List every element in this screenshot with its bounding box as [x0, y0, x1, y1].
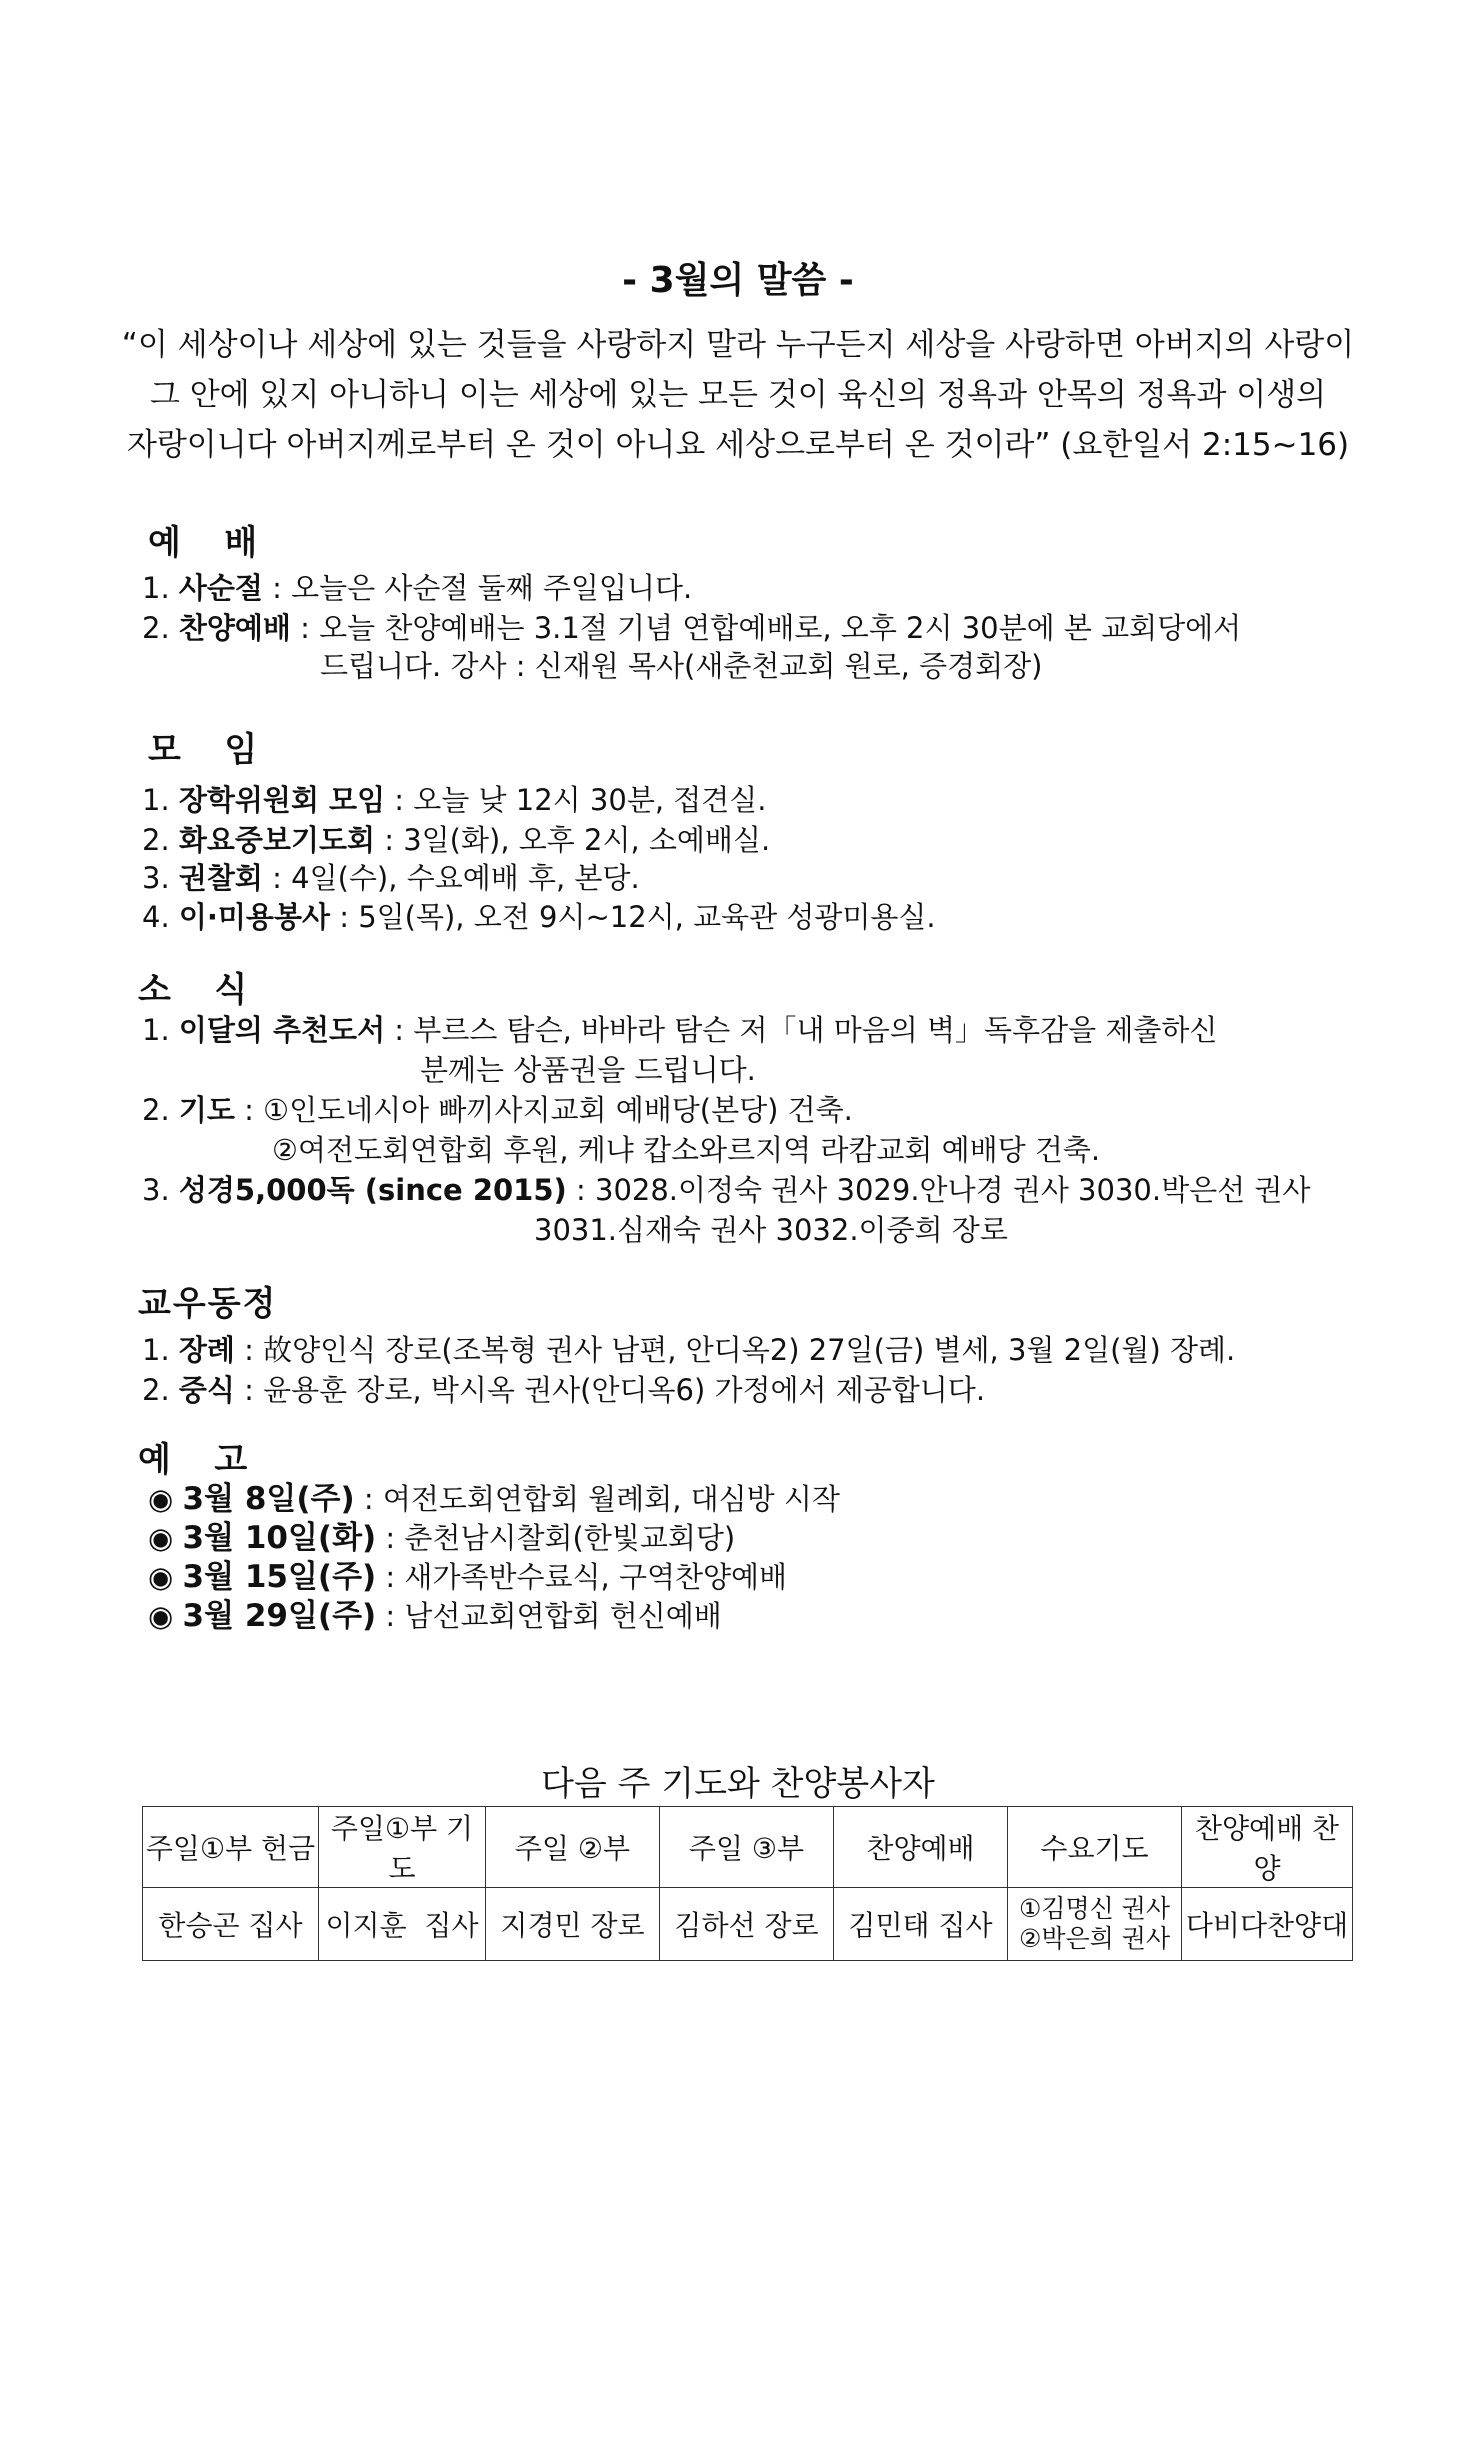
verse-line-2: 그 안에 있지 아니하니 이는 세상에 있는 모든 것이 육신의 정욕과 안목의 정욕과 이생의 — [149, 377, 1327, 413]
notice-item-4 — [148, 1590, 722, 1635]
table-header-cell: 주일①부 헌금 — [143, 1807, 319, 1888]
item-number: 2. — [142, 611, 170, 645]
meeting-item-3 — [142, 856, 640, 897]
verse-line-1: “이 세상이나 세상에 있는 것들을 사랑하지 말라 누구든지 세상을 사랑하면 아버지의 사랑이 — [121, 327, 1355, 363]
item-number: 4. — [142, 900, 170, 934]
item-number: 2. — [142, 1093, 170, 1127]
item-label: 권찰회 — [178, 861, 263, 895]
notice-text: : 춘천남시찰회(한빛교회당) — [376, 1521, 736, 1555]
item-text: : 4일(수), 수요예배 후, 본당. — [262, 861, 640, 895]
members-heading: 교우동정 — [138, 1284, 278, 1324]
table-cell: 지경민 장로 — [486, 1888, 660, 1961]
item-text: : 부르스 탐슨, 바바라 탐슨 저「내 마음의 벽」독후감을 제출하신 — [385, 1013, 1218, 1047]
item-text: : 3028.이정숙 권사 3029.안나경 권사 3030.박은선 권사 — [566, 1173, 1311, 1207]
worship-heading: 예 배 — [148, 523, 260, 563]
item-label: 이·미용봉사 — [178, 900, 330, 934]
notice-heading: 예 고 — [138, 1440, 250, 1480]
item-number: 1. — [142, 1013, 170, 1047]
bullet-icon: ◉ — [148, 1599, 174, 1633]
item-number: 2. — [142, 823, 170, 857]
news-item-1 — [142, 1008, 1217, 1049]
notice-date: 3월 10일(화) — [182, 1520, 377, 1556]
item-label: 찬양예배 — [178, 611, 291, 645]
item-text: : 오늘 낮 12시 30분, 접견실. — [385, 783, 767, 817]
servers-table — [142, 1806, 1353, 1961]
item-text: : 5일(목), 오전 9시~12시, 교육관 성광미용실. — [329, 900, 936, 934]
bullet-icon: ◉ — [148, 1560, 174, 1594]
verse-line-3: 자랑이니다 아버지께로부터 온 것이 아니요 세상으로부터 온 것이라” (요한일서 2:15~16) — [126, 427, 1350, 463]
table-header-cell: 찬양예배 — [834, 1807, 1008, 1888]
item-label: 기도 — [178, 1093, 235, 1127]
item-number: 3. — [142, 1173, 170, 1207]
servers-title: 다음 주 기도와 찬양봉사자 — [541, 1764, 935, 1804]
members-item-1 — [142, 1328, 1235, 1369]
notice-date: 3월 8일(주) — [182, 1481, 355, 1517]
item-text: : 윤용훈 장로, 박시옥 권사(안디옥6) 가정에서 제공합니다. — [234, 1373, 986, 1407]
item-number: 2. — [142, 1373, 170, 1407]
notice-text: : 여전도회연합회 월례회, 대심방 시작 — [354, 1482, 840, 1516]
item-text: : 오늘은 사순절 둘째 주일입니다. — [262, 571, 693, 605]
item-number: 3. — [142, 861, 170, 895]
item-label: 장학위원회 모임 — [178, 783, 386, 817]
item-text: : 故양인식 장로(조복형 권사 남편, 안디옥2) 27일(금) 별세, 3월 2일(월) 장례. — [234, 1333, 1236, 1367]
table-header-cell: 주일 ②부 — [486, 1807, 660, 1888]
worship-item-1 — [142, 566, 692, 607]
page-title: - 3월의 말씀 - — [622, 260, 854, 301]
wednesday-prayer-2: ②박은희 권사 — [1018, 1924, 1171, 1953]
item-label: 이달의 추천도서 — [178, 1013, 386, 1047]
item-label: 화요중보기도회 — [178, 823, 375, 857]
meeting-item-2 — [142, 818, 770, 859]
item-text: : 오늘 찬양예배는 3.1절 기념 연합예배로, 오후 2시 30분에 본 교회당에서 — [290, 611, 1242, 645]
item-label: 장례 — [178, 1333, 235, 1367]
table-cell: 한승곤 집사 — [143, 1888, 319, 1961]
table-cell-wednesday-prayer — [1008, 1888, 1182, 1961]
news-item-3 — [142, 1168, 1310, 1209]
item-text: : 3일(화), 오후 2시, 소예배실. — [375, 823, 771, 857]
worship-item-2 — [142, 606, 1241, 647]
item-number: 1. — [142, 571, 170, 605]
table-header-cell: 찬양예배 찬양 — [1182, 1807, 1353, 1888]
item-number: 1. — [142, 783, 170, 817]
bullet-icon: ◉ — [148, 1482, 174, 1516]
news-heading: 소 식 — [138, 970, 250, 1010]
table-cell: 김민태 집사 — [834, 1888, 1008, 1961]
bullet-icon: ◉ — [148, 1521, 174, 1555]
wednesday-prayer-1: ①김명신 권사 — [1018, 1894, 1171, 1923]
table-cell: 이지훈 집사 — [319, 1888, 486, 1961]
meeting-item-1 — [142, 778, 767, 819]
notice-text: : 남선교회연합회 헌신예배 — [376, 1599, 722, 1633]
table-cell: 김하선 장로 — [660, 1888, 834, 1961]
table-cell: 다비다찬양대 — [1182, 1888, 1353, 1961]
members-item-2 — [142, 1368, 985, 1409]
notice-date: 3월 15일(주) — [182, 1559, 377, 1595]
item-text: : ①인도네시아 빠끼사지교회 예배당(본당) 건축. — [234, 1093, 853, 1127]
item-label: 성경5,000독 (since 2015) — [178, 1173, 567, 1207]
news-item-2-continuation: ②여전도회연합회 후원, 케냐 캅소와르지역 라캄교회 예배당 건축. — [272, 1133, 1101, 1167]
table-header-cell: 주일①부 기도 — [319, 1807, 486, 1888]
item-label: 사순절 — [178, 571, 263, 605]
meeting-item-4 — [142, 895, 936, 936]
table-header-cell: 수요기도 — [1008, 1807, 1182, 1888]
table-header-cell: 주일 ③부 — [660, 1807, 834, 1888]
table-header-row — [143, 1807, 1353, 1888]
meeting-heading: 모 임 — [148, 730, 260, 770]
table-row — [143, 1888, 1353, 1961]
notice-date: 3월 29일(주) — [182, 1598, 377, 1634]
notice-text: : 새가족반수료식, 구역찬양예배 — [376, 1560, 788, 1594]
worship-item-2-continuation: 드립니다. 강사 : 신재원 목사(새춘천교회 원로, 증경회장) — [320, 649, 1043, 683]
item-number: 1. — [142, 1333, 170, 1367]
news-item-2 — [142, 1088, 853, 1129]
news-item-1-continuation: 분께는 상품권을 드립니다. — [420, 1053, 756, 1087]
item-label: 중식 — [178, 1373, 235, 1407]
news-item-3-continuation: 3031.심재숙 권사 3032.이중희 장로 — [534, 1213, 1008, 1247]
